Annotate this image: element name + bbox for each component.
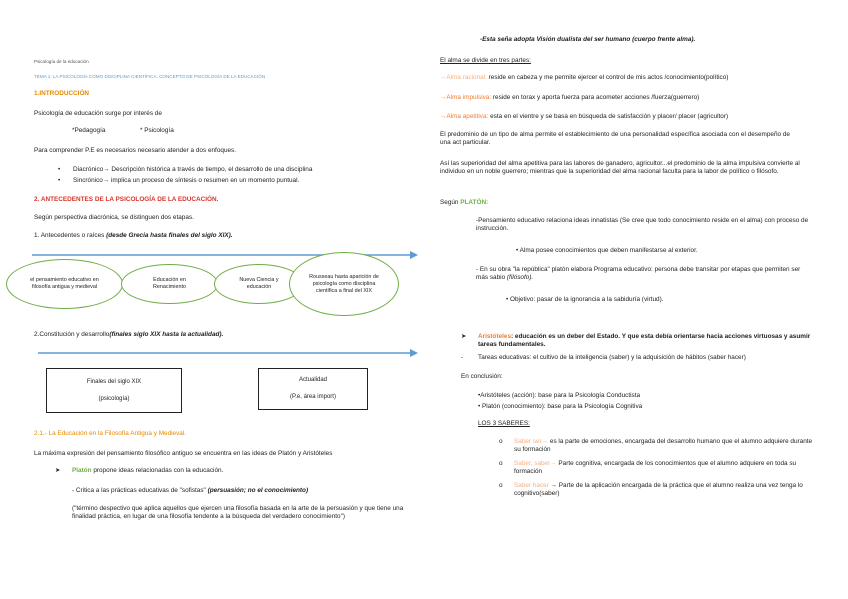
soul-parts-heading: El alma se divide en tres partes: [440, 57, 531, 64]
stage-1-label: 1. Antecedentes o raíces [34, 232, 105, 239]
sophists-line [72, 487, 308, 495]
plato-line [72, 467, 223, 475]
antecedents-heading: 2. ANTECEDENTES DE LA PSICOLOGÍA DE LA EDUCACIÓN. [34, 196, 219, 203]
ellipse-rousseau: Rousseau hasta aparición de psicología como disciplina científica a final del XIX [289, 252, 399, 316]
approaches-intro: Para comprender P.E es necesarios necesario atender a dos enfoques. [34, 147, 237, 154]
aristotle-name: Aristóteles [478, 333, 512, 340]
arrow-bullet: ➤ [461, 333, 467, 340]
superiority-text: Así las superioridad del alma apetitiva para las labores de ganadero, agricultor...el predominio de la alma impulsiva convierte al individuo en un noble guerrero; mientras que la superioridad del alma racional faculta para la labor de político o filósofo. [440, 160, 800, 175]
plato-label: PLATÓN: [460, 199, 489, 206]
max-expression: La máxima expresión del pensamiento filosófico antiguo se encuentra en las ideas de Platón y Aristóteles [34, 450, 333, 457]
according-plato: Según PLATÓN: [440, 199, 489, 206]
approach-synchronic: Sincrónico→ implica un proceso de síntesis o resumen en un momento puntual. [73, 177, 300, 184]
stage-1-title [34, 232, 233, 240]
saber-ser: Saber ser→ es la parte de emociones, encargada del desarrollo humano que el alumno adquiere durante su formación [514, 438, 813, 453]
dash-bullet: - [461, 354, 464, 361]
theme-title: TEMA 1: LA PSICOLOGÍA COMO DISCIPLINA CIENTÍFICA. CONCEPTO DE PSICOLOGÍA DE LA EDUCACIÓN [34, 74, 266, 79]
subsection-heading: 2.1.- La Educación en la Filosofía Antigua y Medieval. [34, 430, 187, 437]
interest-psychology: * Psicología [140, 127, 174, 134]
plato-text: propone ideas relacionadas con la educación. [93, 467, 224, 474]
objective-text: • Objetivo: pasar de la ignorancia a la sabiduría (virtud). [506, 296, 664, 303]
conclusion-plato: • Platón (conocimiento): base para la Psicología Cognitiva [478, 403, 643, 410]
republic-text: - En su obra "la república" platón elabora Programa educativo: persona debe transitar por etapas que permiten ser más sabio (filósofo). [476, 266, 801, 281]
approach-diachronic: Diacrónico→ Descripción histórica a través de tiempo, el desarrollo de una disciplina [73, 166, 313, 173]
box-late-19th-century: Finales del siglo XIX (psicología) [46, 368, 182, 413]
timeline-arrow-2 [36, 346, 420, 360]
bullet-dot: • [58, 177, 61, 184]
stage-2-detail: (finales siglo XIX hasta la actualidad). [109, 331, 224, 338]
bullet-circle: o [499, 482, 503, 489]
soul-knowledge: • Alma posee conocimientos que deben manifestarse al exterior. [516, 247, 698, 254]
educational-tasks: Tareas educativas: el cultivo de la inteligencia (saber) y la adquisición de hábitos (saber hacer) [478, 354, 746, 361]
saber-saber: Saber, saber→ Parte cognitiva, encargada de los conocimientos que el alumno adquiere en toda su formación [514, 460, 797, 475]
saber-hacer: Saber hacer → Parte de la aplicación encargada de la práctica que el alumno realiza una vez tenga lo cognitivo(saber) [514, 482, 803, 497]
soul-rational: →Alma racional: reside en cabeza y me permite ejercer el control de mis actos /conocimiento(político) [440, 74, 729, 81]
soul-appetitive: →Alma apetitiva: esta en el vientre y se basa en búsqueda de satisfacción y placer/ placer (agricultor) [440, 113, 729, 120]
soul-impulsive: →Alma impulsiva: reside en torax y aporta fuerza para acometer acciones /fuerza(guerrero) [440, 94, 700, 101]
bullet-circle: o [499, 438, 503, 445]
intro-text: Psicología de educación surge por interés de [34, 110, 162, 117]
sophists-detail: (persuasión; no el conocimiento) [207, 487, 309, 494]
stage-1-detail: (desde Grecia hasta finales del siglo XIX). [106, 232, 233, 239]
predominance-text: El predominio de un tipo de alma permite el establecimiento de una personalidad específica asociada con el desempeño de una act particular. [440, 131, 790, 146]
interest-pedagogy: *Pedagogía [72, 127, 106, 134]
arrow-bullet: ➤ [55, 467, 61, 474]
conclusion-heading: En conclusión: [461, 373, 503, 380]
stage-2-title [34, 331, 223, 339]
ellipse-antiquity: el pensamiento educativo en filosofía antigua y medieval [6, 259, 123, 309]
dualism-text: -Esta seña adopta Visión dualista del ser humano (cuerpo frente alma). [480, 36, 696, 43]
innate-ideas: -Pensamiento educativo relaciona ideas innatistas (Se cree que todo conocimiento reside en el alma) con proceso de instrucción. [476, 217, 809, 232]
bullet-circle: o [499, 460, 503, 467]
sophists-note: ("término despectivo que aplica aquellos que ejercen una filosofía basada en la arte de la persuasión y que tiene una finalidad práctica, en lugar de una filosofía tendente a la búsqueda del verdadero conocimiento") [72, 505, 404, 520]
box-present: Actualidad (P.e, área import) [258, 368, 368, 410]
aristotle-text: Aristóteles: educación es un deber del Estado. Y que esta debía orientarse hacia acciones virtuosas y asumir tareas fundamentales. [478, 333, 811, 348]
plato-name: Platón [72, 467, 92, 474]
conclusion-aristotle: •Aristóteles (acción): base para la Psicología Conductista [478, 392, 641, 399]
stages-intro: Según perspectiva diacrónica, se distinguen dos etapas. [34, 214, 194, 221]
knowledges-heading: LOS 3 SABERES: [478, 420, 530, 427]
stage-2-label: 2.Constitución y desarrollo [34, 331, 110, 338]
intro-heading: 1.INTRODUCCIÓN [34, 90, 90, 97]
course-name: Psicología de la educación [34, 59, 89, 64]
bullet-dot: • [58, 166, 61, 173]
ellipse-new-science: Nueva Ciencia y educación [214, 264, 304, 304]
ellipse-renaissance: Educación en Renacimiento [121, 264, 218, 304]
sophists-text: - Critica a las prácticas educativas de "sofistas" [72, 487, 206, 494]
